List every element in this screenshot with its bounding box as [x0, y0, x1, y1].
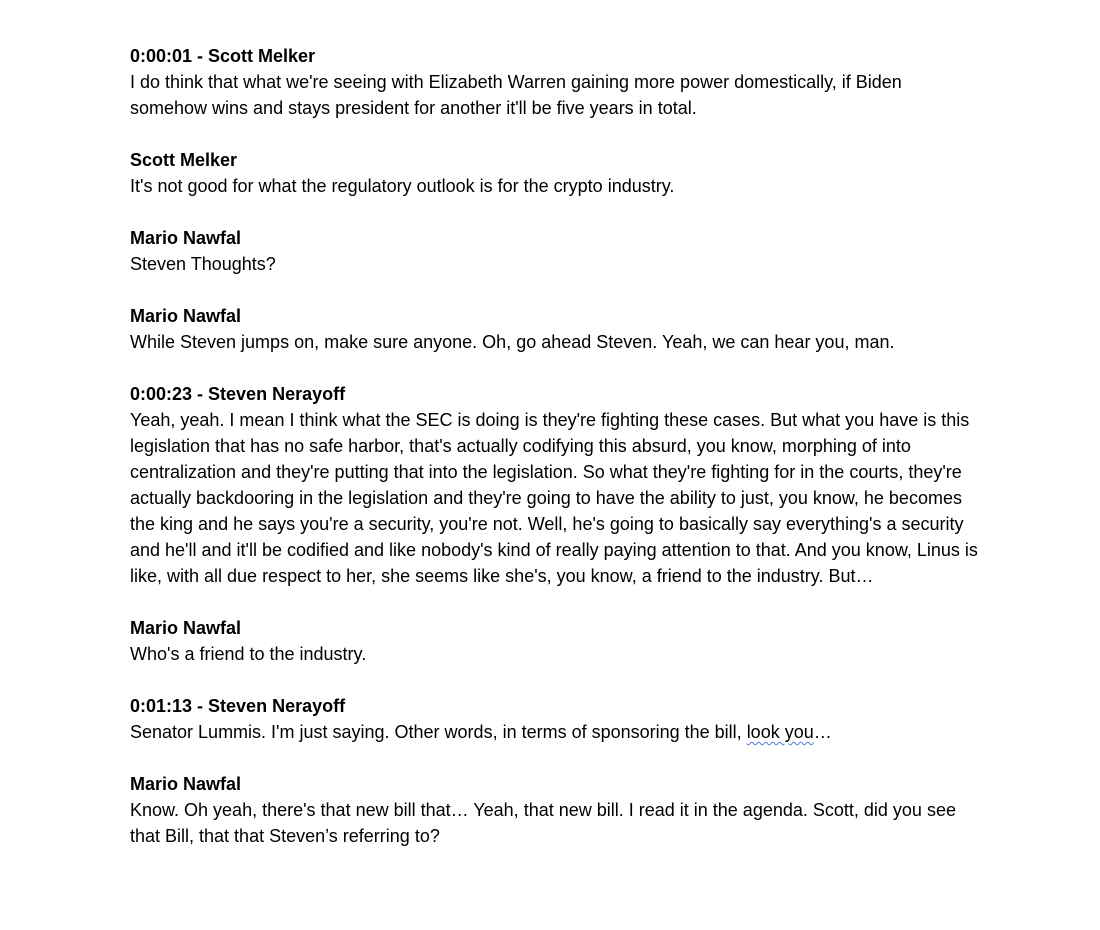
transcript-entry [130, 147, 980, 199]
utterance-text[interactable]: Know. Oh yeah, there's that new bill that… Yeah, that new bill. I read it in the agenda. Scott, did you see that Bill, that that Steven’s referring to? [130, 800, 956, 846]
utterance-text-part: Senator Lummis. I'm just saying. Other words, in terms of sponsoring the bill, [130, 722, 747, 742]
speaker-label: Mario Nawfal [130, 306, 242, 326]
utterance-text[interactable]: I do think that what we're seeing with Elizabeth Warren gaining more power domestically, if Biden somehow wins and stays president for another it'll be five years in total. [130, 72, 902, 118]
speaker-label: 0:00:23 - Steven Nerayoff [130, 384, 346, 404]
transcript-entry [130, 43, 980, 121]
transcript-entry [130, 771, 980, 849]
speaker-label: Mario Nawfal [130, 774, 242, 794]
speaker-label: Mario Nawfal [130, 228, 242, 248]
transcript-entry [130, 381, 980, 589]
transcript-entry [130, 303, 980, 355]
utterance-text[interactable]: It's not good for what the regulatory outlook is for the crypto industry. [130, 176, 675, 196]
spellcheck-flagged-word[interactable]: look you [746, 722, 814, 742]
speaker-label: 0:01:13 - Steven Nerayoff [130, 696, 346, 716]
transcript-document [130, 43, 980, 875]
transcript-entry [130, 225, 980, 277]
utterance-text[interactable]: Yeah, yeah. I mean I think what the SEC is doing is they're fighting these cases. But what you have is this legislation that has no safe harbor, that's actually codifying this absurd, you know, morphing of into centralization and they're putting that into the legislation. So what they're fighting for in the courts, they're actually backdooring in the legislation and they're going to have the ability to just, you know, he becomes the king and he says you're a security, you're not. Well, he's going to basically say everything's a security and he'll and it'll be codified and like nobody's kind of really paying attention to that. And you know, Linus is like, with all due respect to her, she seems like she's, you know, a friend to the industry. But… [130, 410, 978, 586]
transcript-entry [130, 615, 980, 667]
utterance-text-part: … [813, 722, 832, 742]
transcript-entry [130, 693, 980, 745]
speaker-label: Scott Melker [130, 150, 238, 170]
speaker-label: 0:00:01 - Scott Melker [130, 46, 316, 66]
utterance-text[interactable]: Steven Thoughts? [130, 254, 276, 274]
utterance-text[interactable]: While Steven jumps on, make sure anyone. Oh, go ahead Steven. Yeah, we can hear you, man. [130, 332, 895, 352]
speaker-label: Mario Nawfal [130, 618, 242, 638]
utterance-text[interactable]: Who's a friend to the industry. [130, 644, 367, 664]
utterance-text[interactable] [130, 719, 980, 745]
